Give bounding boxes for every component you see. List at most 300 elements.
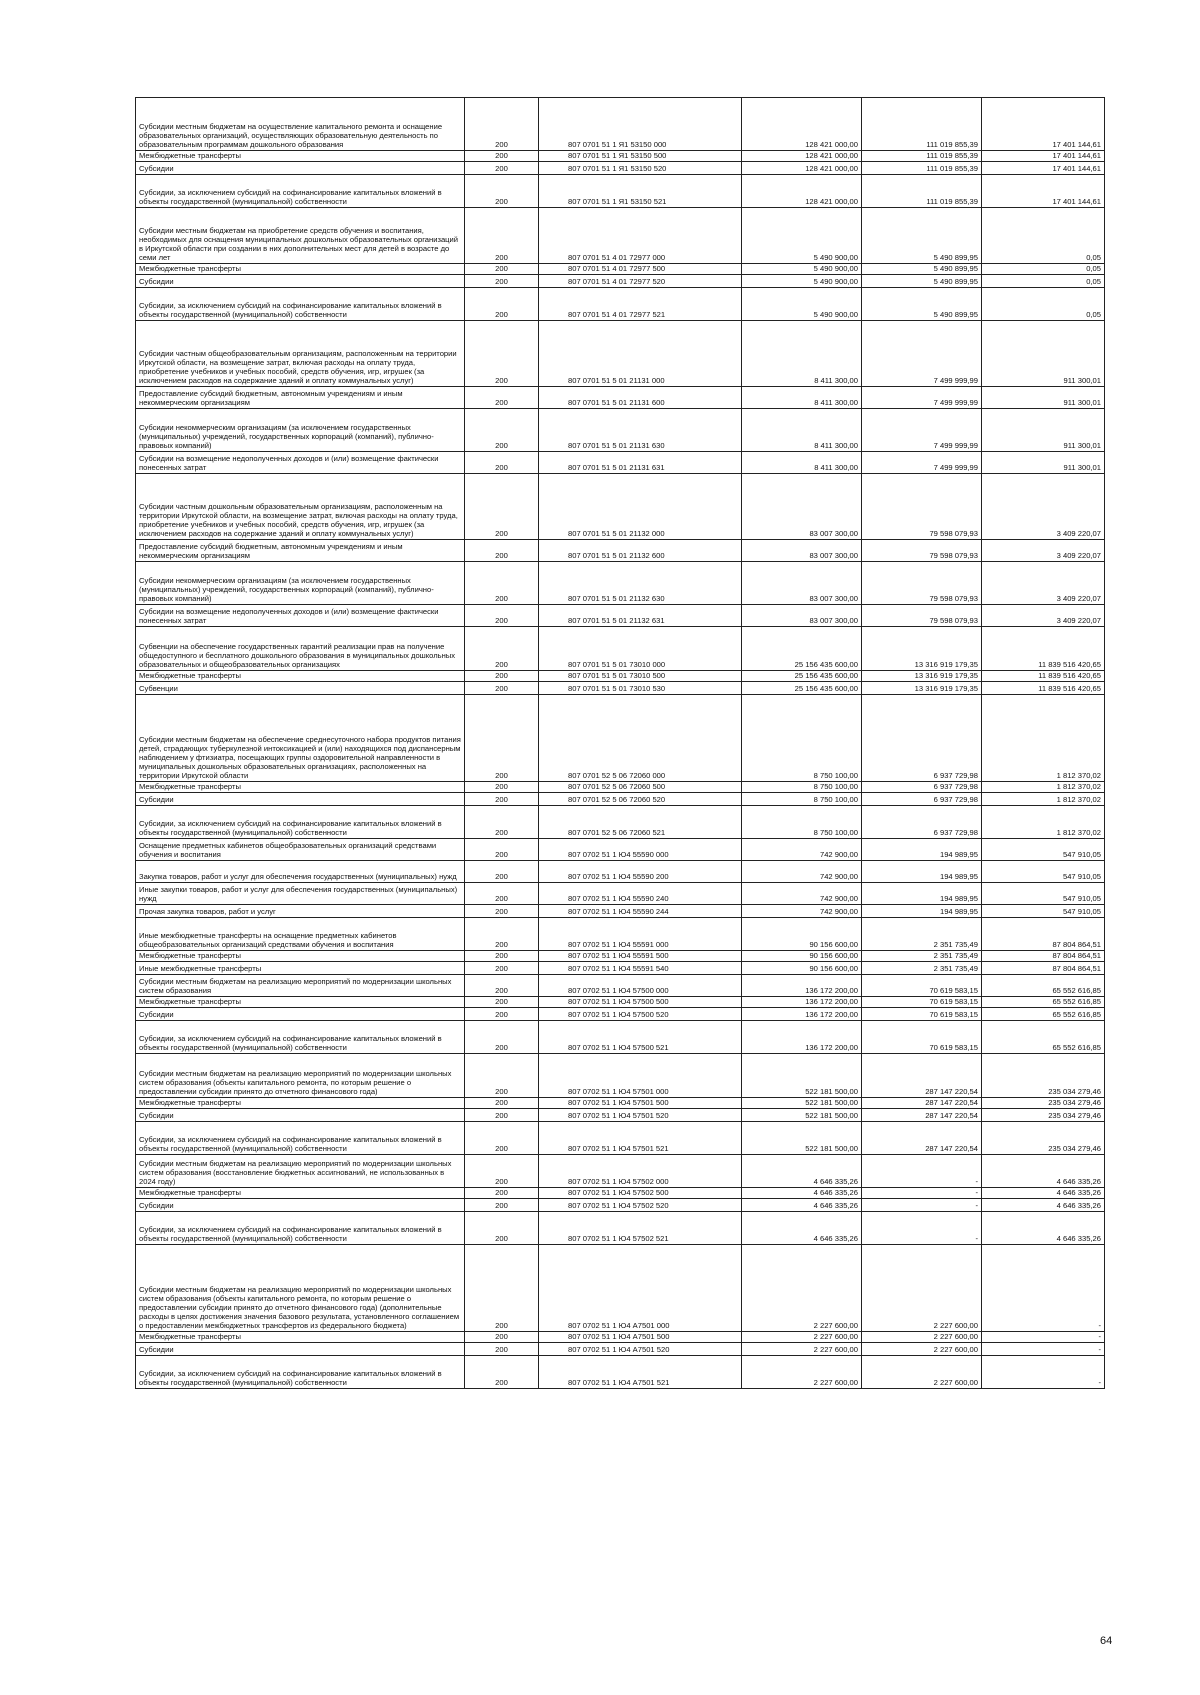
row-remainder-cell: 3 409 220,07 xyxy=(982,540,1105,562)
row-executed-cell: 79 598 079,93 xyxy=(862,474,982,540)
table-row xyxy=(136,409,1105,452)
table-row xyxy=(136,151,1105,162)
row-executed-cell: 5 490 899,95 xyxy=(862,288,982,321)
table-row xyxy=(136,962,1105,975)
row-plan-cell: 128 421 000,00 xyxy=(742,98,862,151)
row-plan-cell: 8 750 100,00 xyxy=(742,695,862,782)
row-admin-code-cell: 200 xyxy=(465,208,539,264)
row-classification-code-cell: 807 0702 51 1 Ю4 57502 520 xyxy=(539,1199,742,1212)
row-executed-cell: 70 619 583,15 xyxy=(862,1021,982,1054)
row-remainder-cell: 1 812 370,02 xyxy=(982,806,1105,839)
row-remainder-cell: - xyxy=(982,1245,1105,1332)
row-admin-code-cell: 200 xyxy=(465,321,539,387)
row-admin-code-cell: 200 xyxy=(465,1054,539,1098)
table-row xyxy=(136,1212,1105,1245)
row-classification-code-cell: 807 0702 51 1 Ю4 57500 000 xyxy=(539,975,742,997)
row-name-cell: Межбюджетные трансферты xyxy=(136,671,465,682)
row-executed-cell: 2 227 600,00 xyxy=(862,1332,982,1343)
row-admin-code-cell: 200 xyxy=(465,997,539,1008)
row-executed-cell: 79 598 079,93 xyxy=(862,605,982,627)
row-classification-code-cell: 807 0702 51 1 Ю4 A7501 000 xyxy=(539,1245,742,1332)
row-admin-code-cell: 200 xyxy=(465,1245,539,1332)
row-name-cell: Иные межбюджетные трансферты xyxy=(136,962,465,975)
table-row xyxy=(136,905,1105,918)
row-admin-code-cell: 200 xyxy=(465,883,539,905)
row-name-cell: Межбюджетные трансферты xyxy=(136,151,465,162)
row-remainder-cell: 87 804 864,51 xyxy=(982,951,1105,962)
row-plan-cell: 90 156 600,00 xyxy=(742,962,862,975)
row-plan-cell: 5 490 900,00 xyxy=(742,275,862,288)
row-remainder-cell: 0,05 xyxy=(982,275,1105,288)
row-admin-code-cell: 200 xyxy=(465,175,539,208)
table-row xyxy=(136,918,1105,951)
row-plan-cell: 128 421 000,00 xyxy=(742,151,862,162)
table-row xyxy=(136,1021,1105,1054)
table-row xyxy=(136,1343,1105,1356)
table-row xyxy=(136,1008,1105,1021)
row-classification-code-cell: 807 0702 51 1 Ю4 57501 000 xyxy=(539,1054,742,1098)
row-executed-cell: 13 316 919 179,35 xyxy=(862,682,982,695)
row-executed-cell: 7 499 999,99 xyxy=(862,452,982,474)
row-classification-code-cell: 807 0702 51 1 Ю4 57501 500 xyxy=(539,1098,742,1109)
row-name-cell: Субсидии местным бюджетам на реализацию мероприятий по модернизации школьных систем образования (восстановление бюджетных ассигнований, не использованных в 2024 году) xyxy=(136,1155,465,1188)
row-classification-code-cell: 807 0701 52 5 06 72060 520 xyxy=(539,793,742,806)
row-plan-cell: 8 750 100,00 xyxy=(742,793,862,806)
row-plan-cell: 83 007 300,00 xyxy=(742,540,862,562)
row-name-cell: Иные закупки товаров, работ и услуг для обеспечения государственных (муниципальных) нужд xyxy=(136,883,465,905)
row-executed-cell: 2 351 735,49 xyxy=(862,918,982,951)
row-plan-cell: 8 411 300,00 xyxy=(742,409,862,452)
row-admin-code-cell: 200 xyxy=(465,151,539,162)
row-executed-cell: 2 227 600,00 xyxy=(862,1356,982,1389)
row-classification-code-cell: 807 0701 51 5 01 21131 631 xyxy=(539,452,742,474)
row-name-cell: Прочая закупка товаров, работ и услуг xyxy=(136,905,465,918)
row-plan-cell: 136 172 200,00 xyxy=(742,1021,862,1054)
row-admin-code-cell: 200 xyxy=(465,975,539,997)
row-remainder-cell: 65 552 616,85 xyxy=(982,1021,1105,1054)
row-executed-cell: 7 499 999,99 xyxy=(862,409,982,452)
table-row xyxy=(136,975,1105,997)
row-executed-cell: 111 019 855,39 xyxy=(862,162,982,175)
row-remainder-cell: 65 552 616,85 xyxy=(982,1008,1105,1021)
table-row xyxy=(136,1188,1105,1199)
row-executed-cell: 287 147 220,54 xyxy=(862,1122,982,1155)
table-row xyxy=(136,605,1105,627)
row-classification-code-cell: 807 0702 51 1 Ю4 55591 500 xyxy=(539,951,742,962)
table-row xyxy=(136,1054,1105,1098)
table-row xyxy=(136,1155,1105,1188)
row-admin-code-cell: 200 xyxy=(465,682,539,695)
row-remainder-cell: 547 910,05 xyxy=(982,883,1105,905)
row-admin-code-cell: 200 xyxy=(465,695,539,782)
table-row xyxy=(136,671,1105,682)
row-classification-code-cell: 807 0702 51 1 Ю4 55590 000 xyxy=(539,839,742,861)
row-remainder-cell: 87 804 864,51 xyxy=(982,918,1105,951)
table-row xyxy=(136,997,1105,1008)
row-name-cell: Субсидии, за исключением субсидий на софинансирование капитальных вложений в объекты государственной (муниципальной) собственности xyxy=(136,1122,465,1155)
row-name-cell: Межбюджетные трансферты xyxy=(136,1098,465,1109)
table-row xyxy=(136,540,1105,562)
row-name-cell: Межбюджетные трансферты xyxy=(136,1332,465,1343)
row-classification-code-cell: 807 0701 51 1 Я1 53150 500 xyxy=(539,151,742,162)
row-executed-cell: - xyxy=(862,1199,982,1212)
row-executed-cell: 5 490 899,95 xyxy=(862,275,982,288)
row-executed-cell: 13 316 919 179,35 xyxy=(862,627,982,671)
table-row xyxy=(136,452,1105,474)
row-executed-cell: 6 937 729,98 xyxy=(862,782,982,793)
row-executed-cell: 7 499 999,99 xyxy=(862,387,982,409)
row-plan-cell: 742 900,00 xyxy=(742,905,862,918)
table-row xyxy=(136,627,1105,671)
row-name-cell: Предоставление субсидий бюджетным, автономным учреждениям и иным некоммерческим организациям xyxy=(136,387,465,409)
row-classification-code-cell: 807 0701 51 5 01 21132 600 xyxy=(539,540,742,562)
row-admin-code-cell: 200 xyxy=(465,905,539,918)
row-name-cell: Субсидии xyxy=(136,1008,465,1021)
row-remainder-cell: 11 839 516 420,65 xyxy=(982,627,1105,671)
row-executed-cell: 111 019 855,39 xyxy=(862,151,982,162)
row-name-cell: Субсидии xyxy=(136,1199,465,1212)
table-row xyxy=(136,387,1105,409)
row-name-cell: Субсидии, за исключением субсидий на софинансирование капитальных вложений в объекты государственной (муниципальной) собственности xyxy=(136,175,465,208)
row-classification-code-cell: 807 0701 51 5 01 21132 630 xyxy=(539,562,742,605)
row-admin-code-cell: 200 xyxy=(465,387,539,409)
row-plan-cell: 128 421 000,00 xyxy=(742,175,862,208)
row-admin-code-cell: 200 xyxy=(465,1212,539,1245)
row-admin-code-cell: 200 xyxy=(465,1122,539,1155)
row-remainder-cell: 547 910,05 xyxy=(982,905,1105,918)
row-admin-code-cell: 200 xyxy=(465,671,539,682)
row-executed-cell: 2 351 735,49 xyxy=(862,962,982,975)
row-remainder-cell: 11 839 516 420,65 xyxy=(982,671,1105,682)
row-name-cell: Субсидии xyxy=(136,793,465,806)
row-plan-cell: 8 411 300,00 xyxy=(742,387,862,409)
table-row xyxy=(136,208,1105,264)
table-row xyxy=(136,1356,1105,1389)
row-name-cell: Субсидии местным бюджетам на осуществление капитального ремонта и оснащение образовательных организаций, осуществляющих образовательную деятельность по образовательным программам дошкольного образования xyxy=(136,98,465,151)
row-executed-cell: 70 619 583,15 xyxy=(862,975,982,997)
row-name-cell: Субсидии xyxy=(136,162,465,175)
row-classification-code-cell: 807 0702 51 1 Ю4 57500 521 xyxy=(539,1021,742,1054)
row-name-cell: Субсидии некоммерческим организациям (за исключением государственных (муниципальных) учреждений, государственных корпораций (компаний), публично-правовых компаний) xyxy=(136,409,465,452)
row-admin-code-cell: 200 xyxy=(465,1199,539,1212)
row-admin-code-cell: 200 xyxy=(465,861,539,883)
row-classification-code-cell: 807 0701 51 5 01 73010 000 xyxy=(539,627,742,671)
row-name-cell: Субсидии на возмещение недополученных доходов и (или) возмещение фактически понесенных затрат xyxy=(136,605,465,627)
row-executed-cell: 6 937 729,98 xyxy=(862,806,982,839)
row-executed-cell: 70 619 583,15 xyxy=(862,997,982,1008)
row-plan-cell: 742 900,00 xyxy=(742,839,862,861)
row-plan-cell: 83 007 300,00 xyxy=(742,605,862,627)
row-remainder-cell: 65 552 616,85 xyxy=(982,997,1105,1008)
row-remainder-cell: 911 300,01 xyxy=(982,387,1105,409)
row-classification-code-cell: 807 0701 51 4 01 72977 520 xyxy=(539,275,742,288)
row-remainder-cell: 235 034 279,46 xyxy=(982,1098,1105,1109)
row-admin-code-cell: 200 xyxy=(465,275,539,288)
row-classification-code-cell: 807 0701 52 5 06 72060 500 xyxy=(539,782,742,793)
row-classification-code-cell: 807 0701 51 1 Я1 53150 521 xyxy=(539,175,742,208)
row-executed-cell: 7 499 999,99 xyxy=(862,321,982,387)
row-classification-code-cell: 807 0702 51 1 Ю4 57502 521 xyxy=(539,1212,742,1245)
row-executed-cell: 13 316 919 179,35 xyxy=(862,671,982,682)
table-row xyxy=(136,1245,1105,1332)
row-name-cell: Субсидии xyxy=(136,275,465,288)
row-executed-cell: 5 490 899,95 xyxy=(862,208,982,264)
row-plan-cell: 2 227 600,00 xyxy=(742,1332,862,1343)
row-plan-cell: 742 900,00 xyxy=(742,883,862,905)
row-remainder-cell: 1 812 370,02 xyxy=(982,793,1105,806)
row-name-cell: Межбюджетные трансферты xyxy=(136,264,465,275)
row-admin-code-cell: 200 xyxy=(465,562,539,605)
row-admin-code-cell: 200 xyxy=(465,782,539,793)
row-executed-cell: - xyxy=(862,1155,982,1188)
row-plan-cell: 522 181 500,00 xyxy=(742,1098,862,1109)
row-name-cell: Субсидии некоммерческим организациям (за исключением государственных (муниципальных) учреждений, государственных корпораций (компаний), публично-правовых компаний) xyxy=(136,562,465,605)
row-remainder-cell: 3 409 220,07 xyxy=(982,605,1105,627)
table-row xyxy=(136,275,1105,288)
row-admin-code-cell: 200 xyxy=(465,1155,539,1188)
row-name-cell: Межбюджетные трансферты xyxy=(136,951,465,962)
row-remainder-cell: 235 034 279,46 xyxy=(982,1122,1105,1155)
table-row xyxy=(136,1199,1105,1212)
row-remainder-cell: 4 646 335,26 xyxy=(982,1188,1105,1199)
table-row xyxy=(136,562,1105,605)
table-row xyxy=(136,1332,1105,1343)
row-remainder-cell: 17 401 144,61 xyxy=(982,151,1105,162)
row-plan-cell: 136 172 200,00 xyxy=(742,1008,862,1021)
row-admin-code-cell: 200 xyxy=(465,264,539,275)
row-executed-cell: 194 989,95 xyxy=(862,861,982,883)
row-admin-code-cell: 200 xyxy=(465,918,539,951)
row-plan-cell: 25 156 435 600,00 xyxy=(742,627,862,671)
row-name-cell: Межбюджетные трансферты xyxy=(136,997,465,1008)
table-row xyxy=(136,1122,1105,1155)
row-admin-code-cell: 200 xyxy=(465,409,539,452)
row-admin-code-cell: 200 xyxy=(465,540,539,562)
row-classification-code-cell: 807 0701 51 5 01 21132 631 xyxy=(539,605,742,627)
row-plan-cell: 522 181 500,00 xyxy=(742,1122,862,1155)
row-plan-cell: 522 181 500,00 xyxy=(742,1109,862,1122)
table-row xyxy=(136,1098,1105,1109)
table-row xyxy=(136,861,1105,883)
row-remainder-cell: 235 034 279,46 xyxy=(982,1054,1105,1098)
row-executed-cell: 2 227 600,00 xyxy=(862,1245,982,1332)
row-plan-cell: 5 490 900,00 xyxy=(742,208,862,264)
row-classification-code-cell: 807 0702 51 1 Ю4 A7501 500 xyxy=(539,1332,742,1343)
row-admin-code-cell: 200 xyxy=(465,1109,539,1122)
row-name-cell: Предоставление субсидий бюджетным, автономным учреждениям и иным некоммерческим организациям xyxy=(136,540,465,562)
row-name-cell: Межбюджетные трансферты xyxy=(136,1188,465,1199)
table-row xyxy=(136,1109,1105,1122)
table-row xyxy=(136,793,1105,806)
row-admin-code-cell: 200 xyxy=(465,1343,539,1356)
row-remainder-cell: 17 401 144,61 xyxy=(982,162,1105,175)
row-remainder-cell: 911 300,01 xyxy=(982,452,1105,474)
row-admin-code-cell: 200 xyxy=(465,288,539,321)
row-name-cell: Субвенции на обеспечение государственных гарантий реализации прав на получение общедоступного и бесплатного дошкольного образования в муниципальных дошкольных образовательных и общеобразовательных организациях xyxy=(136,627,465,671)
row-name-cell: Субсидии на возмещение недополученных доходов и (или) возмещение фактически понесенных затрат xyxy=(136,452,465,474)
row-plan-cell: 5 490 900,00 xyxy=(742,288,862,321)
row-admin-code-cell: 200 xyxy=(465,1188,539,1199)
row-admin-code-cell: 200 xyxy=(465,1098,539,1109)
table-row xyxy=(136,883,1105,905)
row-remainder-cell: 547 910,05 xyxy=(982,839,1105,861)
row-name-cell: Субсидии, за исключением субсидий на софинансирование капитальных вложений в объекты государственной (муниципальной) собственности xyxy=(136,1212,465,1245)
row-classification-code-cell: 807 0702 51 1 Ю4 55591 000 xyxy=(539,918,742,951)
row-name-cell: Субсидии, за исключением субсидий на софинансирование капитальных вложений в объекты государственной (муниципальной) собственности xyxy=(136,1021,465,1054)
row-plan-cell: 2 227 600,00 xyxy=(742,1245,862,1332)
budget-execution-table xyxy=(135,97,1105,1389)
table-row xyxy=(136,162,1105,175)
row-remainder-cell: 0,05 xyxy=(982,264,1105,275)
row-remainder-cell: 4 646 335,26 xyxy=(982,1212,1105,1245)
row-remainder-cell: 1 812 370,02 xyxy=(982,782,1105,793)
table-row xyxy=(136,98,1105,151)
row-plan-cell: 8 411 300,00 xyxy=(742,452,862,474)
row-classification-code-cell: 807 0702 51 1 Ю4 57501 521 xyxy=(539,1122,742,1155)
row-remainder-cell: 3 409 220,07 xyxy=(982,474,1105,540)
row-plan-cell: 2 227 600,00 xyxy=(742,1356,862,1389)
row-plan-cell: 8 750 100,00 xyxy=(742,782,862,793)
row-plan-cell: 25 156 435 600,00 xyxy=(742,671,862,682)
row-plan-cell: 90 156 600,00 xyxy=(742,918,862,951)
row-remainder-cell: 911 300,01 xyxy=(982,409,1105,452)
row-classification-code-cell: 807 0702 51 1 Ю4 A7501 521 xyxy=(539,1356,742,1389)
row-classification-code-cell: 807 0702 51 1 Ю4 57501 520 xyxy=(539,1109,742,1122)
row-classification-code-cell: 807 0701 51 5 01 73010 500 xyxy=(539,671,742,682)
row-executed-cell: - xyxy=(862,1188,982,1199)
row-remainder-cell: 17 401 144,61 xyxy=(982,98,1105,151)
row-classification-code-cell: 807 0701 51 1 Я1 53150 520 xyxy=(539,162,742,175)
row-admin-code-cell: 200 xyxy=(465,474,539,540)
row-name-cell: Оснащение предметных кабинетов общеобразовательных организаций средствами обучения и воспитания xyxy=(136,839,465,861)
row-plan-cell: 5 490 900,00 xyxy=(742,264,862,275)
row-executed-cell: 111 019 855,39 xyxy=(862,98,982,151)
row-remainder-cell: 0,05 xyxy=(982,208,1105,264)
row-plan-cell: 2 227 600,00 xyxy=(742,1343,862,1356)
row-admin-code-cell: 200 xyxy=(465,162,539,175)
row-name-cell: Субсидии местным бюджетам на реализацию мероприятий по модернизации школьных систем образования (объекты капитального ремонта, по которым решение о предоставлении субсидии принято до отчетного финансового года) xyxy=(136,1054,465,1098)
row-remainder-cell: 911 300,01 xyxy=(982,321,1105,387)
table-row xyxy=(136,175,1105,208)
row-executed-cell: 194 989,95 xyxy=(862,839,982,861)
row-classification-code-cell: 807 0701 51 1 Я1 53150 000 xyxy=(539,98,742,151)
row-remainder-cell: 3 409 220,07 xyxy=(982,562,1105,605)
row-classification-code-cell: 807 0701 51 5 01 21132 000 xyxy=(539,474,742,540)
row-plan-cell: 136 172 200,00 xyxy=(742,975,862,997)
row-classification-code-cell: 807 0702 51 1 Ю4 55591 540 xyxy=(539,962,742,975)
row-executed-cell: 79 598 079,93 xyxy=(862,562,982,605)
row-executed-cell: 6 937 729,98 xyxy=(862,695,982,782)
row-remainder-cell: 235 034 279,46 xyxy=(982,1109,1105,1122)
row-remainder-cell: 87 804 864,51 xyxy=(982,962,1105,975)
row-remainder-cell: 17 401 144,61 xyxy=(982,175,1105,208)
row-executed-cell: 70 619 583,15 xyxy=(862,1008,982,1021)
row-plan-cell: 8 750 100,00 xyxy=(742,806,862,839)
page-number: 64 xyxy=(1100,1635,1113,1647)
row-remainder-cell: 4 646 335,26 xyxy=(982,1155,1105,1188)
row-classification-code-cell: 807 0702 51 1 Ю4 57500 520 xyxy=(539,1008,742,1021)
row-name-cell: Субсидии местным бюджетам на реализацию мероприятий по модернизации школьных систем образования (объекты капитального ремонта, по которым решение о предоставлении субсидии принято до отчетного финансового года) (дополнительные расходы в целях достижения значения базового результата, установленного соглашением о предоставлении межбюджетных трансфертов из федерального бюджета) xyxy=(136,1245,465,1332)
row-classification-code-cell: 807 0702 51 1 Ю4 A7501 520 xyxy=(539,1343,742,1356)
row-executed-cell: 2 227 600,00 xyxy=(862,1343,982,1356)
row-remainder-cell: - xyxy=(982,1343,1105,1356)
row-name-cell: Субсидии xyxy=(136,1343,465,1356)
row-classification-code-cell: 807 0701 52 5 06 72060 521 xyxy=(539,806,742,839)
table-row xyxy=(136,264,1105,275)
row-plan-cell: 83 007 300,00 xyxy=(742,562,862,605)
row-plan-cell: 90 156 600,00 xyxy=(742,951,862,962)
row-executed-cell: 194 989,95 xyxy=(862,905,982,918)
row-remainder-cell: 11 839 516 420,65 xyxy=(982,682,1105,695)
row-plan-cell: 4 646 335,26 xyxy=(742,1199,862,1212)
row-remainder-cell: - xyxy=(982,1332,1105,1343)
row-name-cell: Субвенции xyxy=(136,682,465,695)
row-classification-code-cell: 807 0702 51 1 Ю4 55590 244 xyxy=(539,905,742,918)
row-executed-cell: 111 019 855,39 xyxy=(862,175,982,208)
row-executed-cell: 287 147 220,54 xyxy=(862,1054,982,1098)
row-name-cell: Иные межбюджетные трансферты на оснащение предметных кабинетов общеобразовательных организаций средствами обучения и воспитания xyxy=(136,918,465,951)
row-executed-cell: 194 989,95 xyxy=(862,883,982,905)
row-plan-cell: 83 007 300,00 xyxy=(742,474,862,540)
row-executed-cell: 5 490 899,95 xyxy=(862,264,982,275)
row-name-cell: Субсидии местным бюджетам на реализацию мероприятий по модернизации школьных систем образования xyxy=(136,975,465,997)
row-plan-cell: 25 156 435 600,00 xyxy=(742,682,862,695)
table-row xyxy=(136,839,1105,861)
row-executed-cell: 287 147 220,54 xyxy=(862,1098,982,1109)
row-classification-code-cell: 807 0701 51 5 01 73010 530 xyxy=(539,682,742,695)
row-name-cell: Субсидии местным бюджетам на приобретение средств обучения и воспитания, необходимых для оснащения муниципальных дошкольных образовательных организаций в Иркутской области при создании в них дополнительных мест для детей в возрасте до семи лет xyxy=(136,208,465,264)
row-admin-code-cell: 200 xyxy=(465,98,539,151)
row-name-cell: Межбюджетные трансферты xyxy=(136,782,465,793)
row-name-cell: Субсидии xyxy=(136,1109,465,1122)
row-plan-cell: 136 172 200,00 xyxy=(742,997,862,1008)
table-row xyxy=(136,321,1105,387)
row-admin-code-cell: 200 xyxy=(465,806,539,839)
row-admin-code-cell: 200 xyxy=(465,793,539,806)
row-classification-code-cell: 807 0702 51 1 Ю4 57502 000 xyxy=(539,1155,742,1188)
row-executed-cell: 287 147 220,54 xyxy=(862,1109,982,1122)
row-classification-code-cell: 807 0701 51 4 01 72977 000 xyxy=(539,208,742,264)
row-admin-code-cell: 200 xyxy=(465,951,539,962)
row-plan-cell: 128 421 000,00 xyxy=(742,162,862,175)
row-admin-code-cell: 200 xyxy=(465,1008,539,1021)
row-remainder-cell: - xyxy=(982,1356,1105,1389)
row-plan-cell: 4 646 335,26 xyxy=(742,1188,862,1199)
row-remainder-cell: 547 910,05 xyxy=(982,861,1105,883)
table-row xyxy=(136,695,1105,782)
row-admin-code-cell: 200 xyxy=(465,1332,539,1343)
row-plan-cell: 8 411 300,00 xyxy=(742,321,862,387)
row-remainder-cell: 65 552 616,85 xyxy=(982,975,1105,997)
table-body xyxy=(136,98,1105,1389)
row-classification-code-cell: 807 0701 51 5 01 21131 630 xyxy=(539,409,742,452)
row-admin-code-cell: 200 xyxy=(465,839,539,861)
table-row xyxy=(136,951,1105,962)
row-classification-code-cell: 807 0701 51 5 01 21131 000 xyxy=(539,321,742,387)
row-plan-cell: 742 900,00 xyxy=(742,861,862,883)
table-row xyxy=(136,806,1105,839)
row-name-cell: Субсидии местным бюджетам на обеспечение среднесуточного набора продуктов питания детей, страдающих туберкулезной интоксикацией и (или) находящихся под диспансерным наблюдением у фтизиатра, посещающих группы оздоровительной направленности в муниципальных дошкольных образовательных организациях, расположенных на территории Иркутской области xyxy=(136,695,465,782)
row-executed-cell: - xyxy=(862,1212,982,1245)
row-executed-cell: 2 351 735,49 xyxy=(862,951,982,962)
row-admin-code-cell: 200 xyxy=(465,1356,539,1389)
row-plan-cell: 522 181 500,00 xyxy=(742,1054,862,1098)
table-row xyxy=(136,782,1105,793)
row-admin-code-cell: 200 xyxy=(465,962,539,975)
row-classification-code-cell: 807 0702 51 1 Ю4 55590 200 xyxy=(539,861,742,883)
row-executed-cell: 6 937 729,98 xyxy=(862,793,982,806)
row-classification-code-cell: 807 0701 51 4 01 72977 500 xyxy=(539,264,742,275)
